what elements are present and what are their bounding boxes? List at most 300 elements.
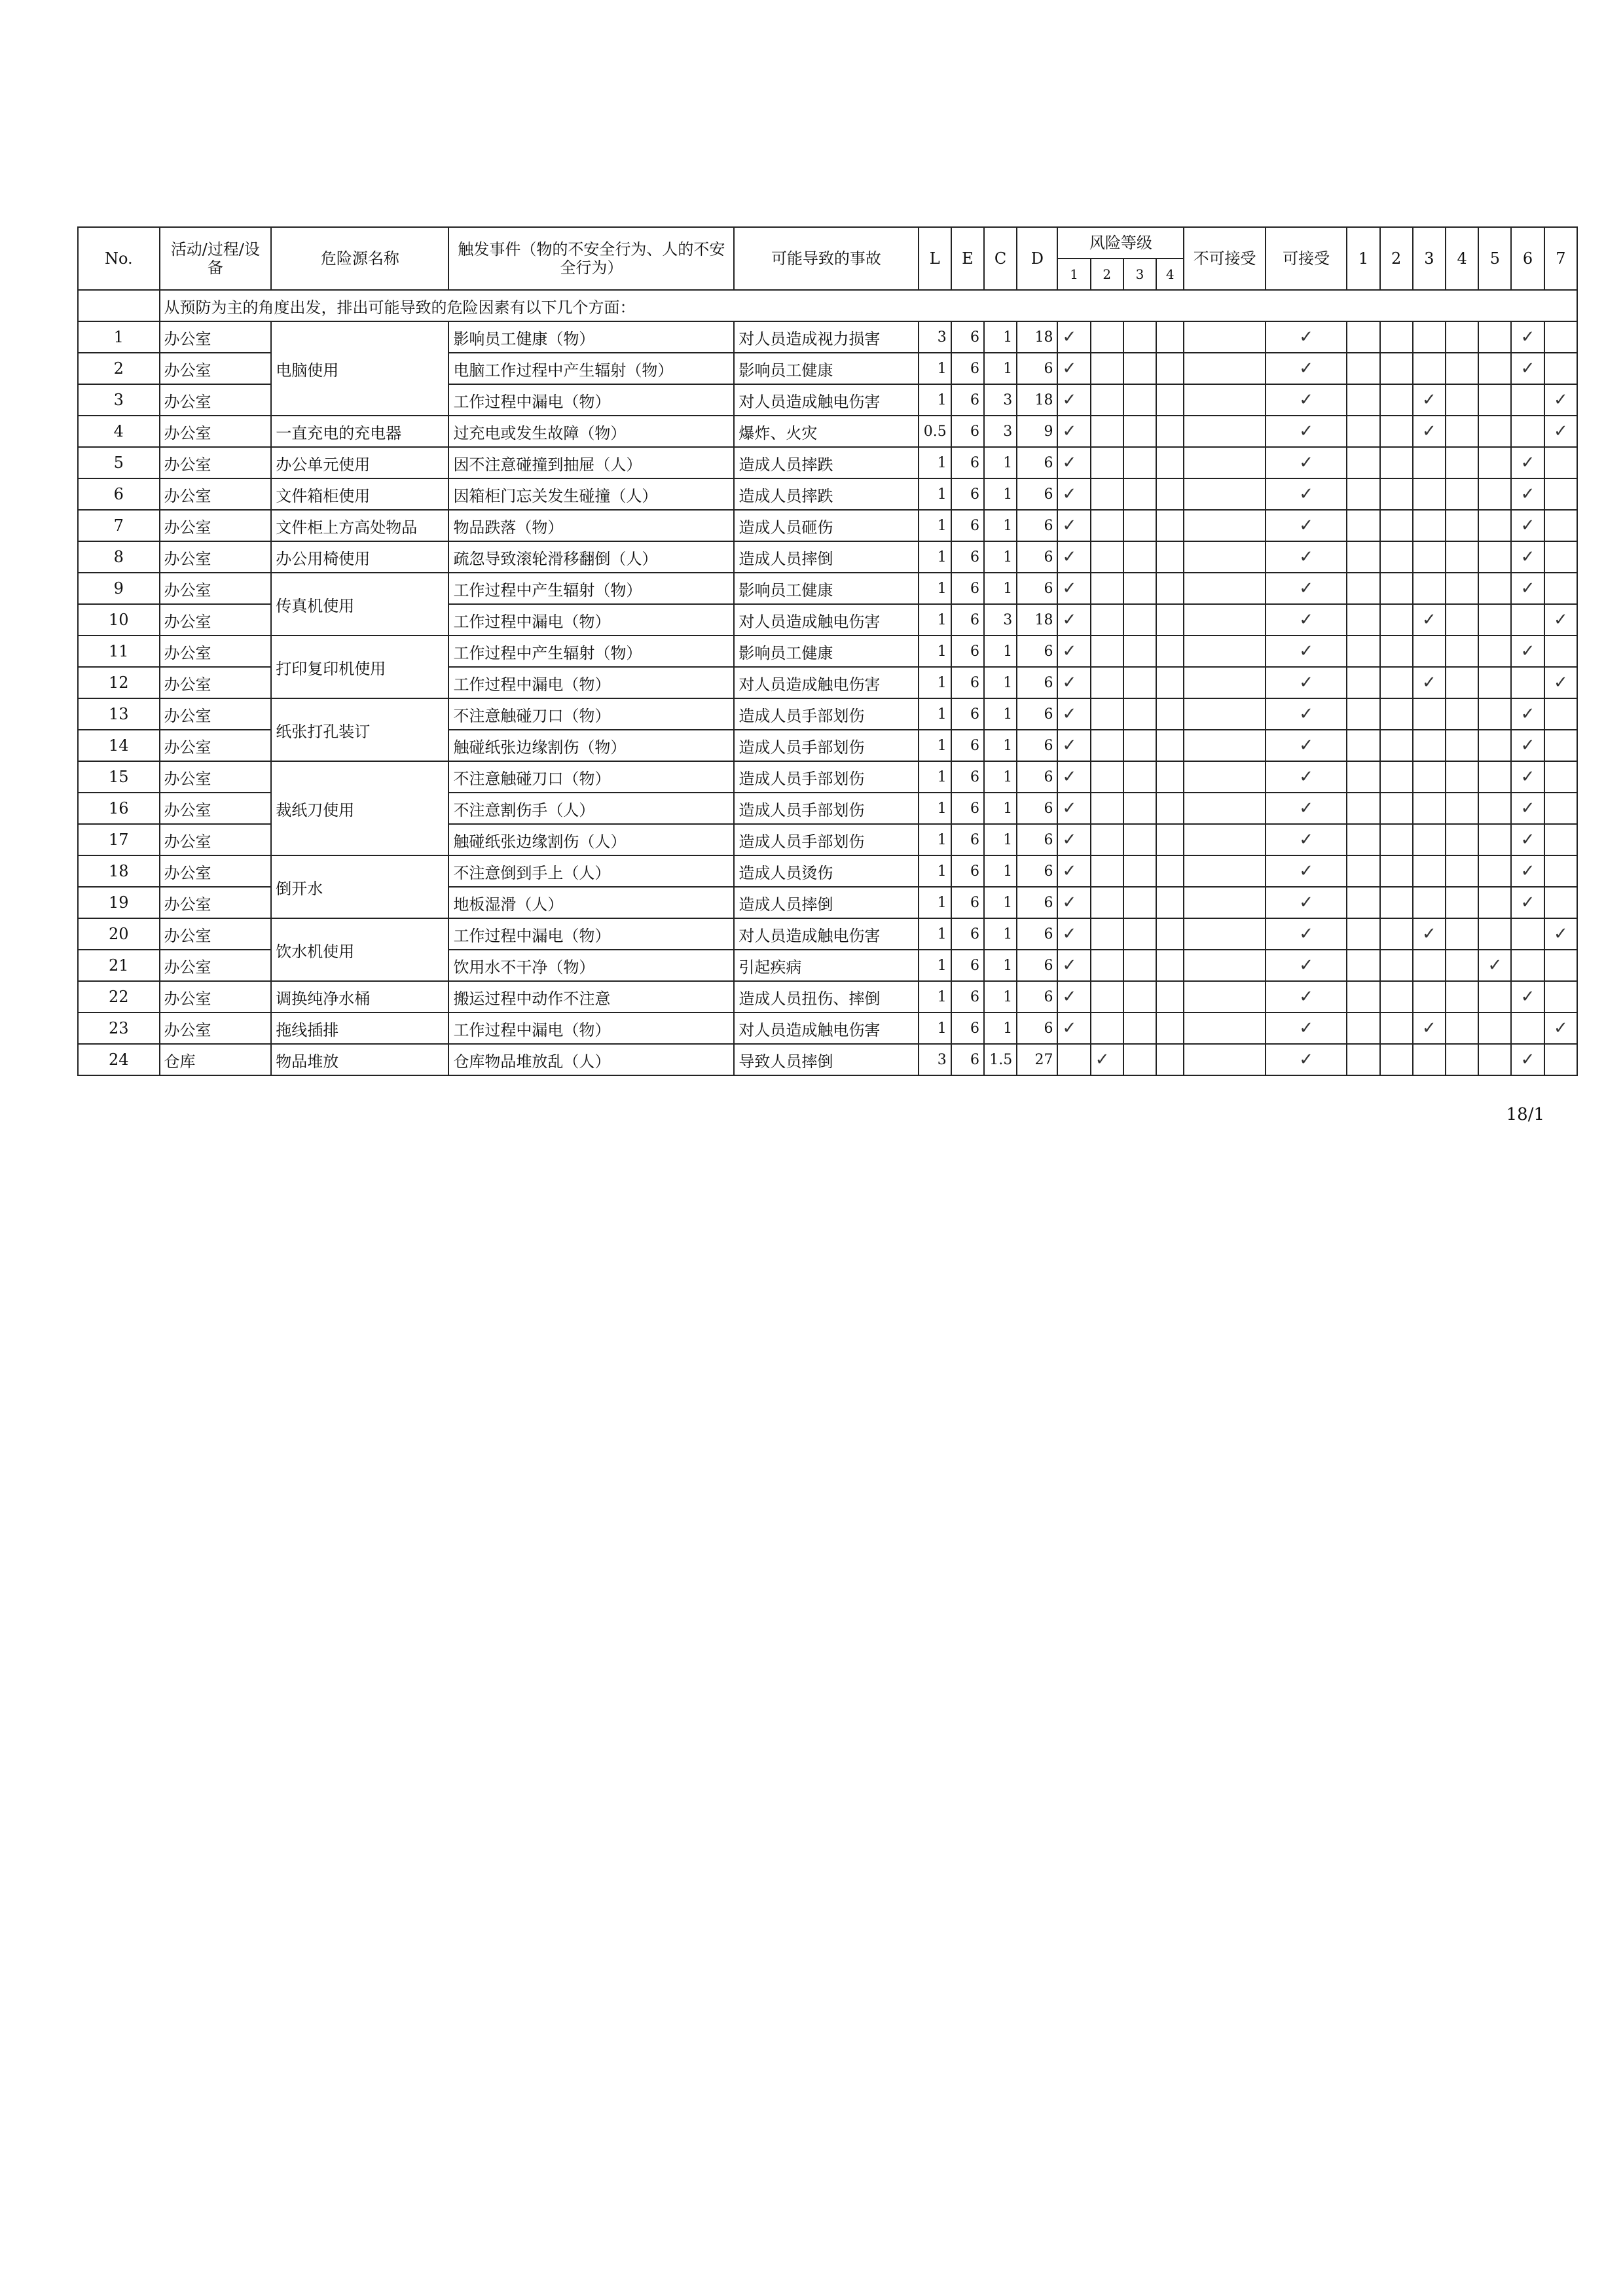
table-row: [78, 321, 1577, 353]
row-level-4-cell: [1156, 667, 1184, 698]
row-control-2-cell: [1380, 416, 1413, 447]
row-D: 6: [1017, 541, 1057, 573]
row-activity: 办公室: [160, 761, 272, 793]
check-mark-icon: ✓: [1062, 390, 1077, 410]
check-mark-icon: ✓: [1422, 610, 1436, 630]
row-control-7-cell: [1544, 636, 1577, 667]
row-control-3-cell: [1413, 416, 1446, 447]
row-level-2-cell: [1091, 855, 1123, 887]
row-no: 11: [78, 636, 160, 667]
row-control-4-cell: [1446, 1044, 1478, 1075]
row-acceptable-cell: [1266, 981, 1347, 1013]
row-accident: 造成人员摔倒: [734, 887, 918, 918]
row-level-1-cell: [1057, 573, 1090, 604]
row-control-1-cell: [1347, 950, 1379, 981]
row-control-6-cell: [1511, 416, 1544, 447]
check-mark-icon: ✓: [1062, 673, 1077, 692]
row-control-6-cell: [1511, 698, 1544, 730]
row-trigger: 饮用水不干净（物）: [448, 950, 734, 981]
row-control-2-cell: [1380, 667, 1413, 698]
check-mark-icon: ✓: [1062, 547, 1077, 567]
row-activity: 办公室: [160, 447, 272, 478]
row-level-4-cell: [1156, 541, 1184, 573]
row-control-6-cell: [1511, 918, 1544, 950]
check-mark-icon: ✓: [1487, 956, 1503, 975]
col-D-header: D: [1017, 227, 1057, 290]
row-level-1-cell: [1057, 667, 1090, 698]
row-control-5-cell: [1478, 981, 1511, 1013]
row-activity: 办公室: [160, 636, 272, 667]
col-activity-header: 活动/过程/设备: [160, 227, 272, 290]
check-mark-icon: ✓: [1062, 767, 1077, 787]
row-no: 19: [78, 887, 160, 918]
row-control-6-cell: [1511, 447, 1544, 478]
row-control-7-cell: [1544, 1013, 1577, 1044]
row-E: 6: [951, 981, 984, 1013]
check-mark-icon: ✓: [1062, 422, 1077, 441]
row-level-1-cell: [1057, 1013, 1090, 1044]
row-D: 6: [1017, 667, 1057, 698]
table-row: [78, 541, 1577, 573]
row-control-7-cell: [1544, 793, 1577, 824]
row-C: 1: [984, 478, 1017, 510]
row-no: 10: [78, 604, 160, 636]
row-acceptable-cell: [1266, 1013, 1347, 1044]
row-control-1-cell: [1347, 510, 1379, 541]
row-level-1-cell: [1057, 887, 1090, 918]
col-control-4-header: 4: [1446, 227, 1478, 290]
check-mark-icon: ✓: [1299, 359, 1313, 378]
row-E: 6: [951, 730, 984, 761]
row-control-3-cell: [1413, 353, 1446, 384]
row-no: 15: [78, 761, 160, 793]
check-mark-icon: ✓: [1062, 516, 1077, 535]
row-level-2-cell: [1091, 384, 1123, 416]
row-control-5-cell: [1478, 950, 1511, 981]
row-D: 18: [1017, 321, 1057, 353]
row-D: 9: [1017, 416, 1057, 447]
row-trigger: 不注意割伤手（人）: [448, 793, 734, 824]
row-level-4-cell: [1156, 855, 1184, 887]
row-control-3-cell: [1413, 667, 1446, 698]
check-mark-icon: ✓: [1299, 956, 1313, 975]
check-mark-icon: ✓: [1520, 736, 1535, 755]
row-unacceptable-cell: [1184, 478, 1266, 510]
row-level-2-cell: [1091, 824, 1123, 855]
row-level-3-cell: [1123, 478, 1156, 510]
row-level-4-cell: [1156, 384, 1184, 416]
check-mark-icon: ✓: [1553, 390, 1568, 410]
row-C: 1: [984, 918, 1017, 950]
row-E: 6: [951, 918, 984, 950]
row-control-7-cell: [1544, 824, 1577, 855]
row-L: 1: [919, 730, 951, 761]
row-acceptable-cell: [1266, 321, 1347, 353]
row-accident: 影响员工健康: [734, 573, 918, 604]
row-control-4-cell: [1446, 855, 1478, 887]
check-mark-icon: ✓: [1299, 861, 1313, 881]
col-control-7-header: 7: [1544, 227, 1577, 290]
row-control-3-cell: [1413, 761, 1446, 793]
row-D: 6: [1017, 918, 1057, 950]
col-level-2-header: 2: [1091, 259, 1123, 290]
row-accident: 对人员造成触电伤害: [734, 918, 918, 950]
row-D: 6: [1017, 447, 1057, 478]
row-L: 1: [919, 384, 951, 416]
row-control-6-cell: [1511, 321, 1544, 353]
row-L: 1: [919, 761, 951, 793]
row-trigger: 因不注意碰撞到抽屉（人）: [448, 447, 734, 478]
check-mark-icon: ✓: [1062, 327, 1077, 347]
row-control-5-cell: [1478, 855, 1511, 887]
row-trigger: 仓库物品堆放乱（人）: [448, 1044, 734, 1075]
check-mark-icon: ✓: [1299, 924, 1313, 944]
row-trigger: 工作过程中漏电（物）: [448, 918, 734, 950]
row-level-4-cell: [1156, 1044, 1184, 1075]
row-accident: 造成人员摔跌: [734, 447, 918, 478]
check-mark-icon: ✓: [1520, 704, 1535, 724]
row-level-3-cell: [1123, 793, 1156, 824]
row-activity: 办公室: [160, 478, 272, 510]
row-control-4-cell: [1446, 447, 1478, 478]
row-level-1-cell: [1057, 510, 1090, 541]
row-control-7-cell: [1544, 950, 1577, 981]
row-control-1-cell: [1347, 416, 1379, 447]
col-control-2-header: 2: [1380, 227, 1413, 290]
row-C: 1: [984, 793, 1017, 824]
table-row: [78, 573, 1577, 604]
row-control-6-cell: [1511, 981, 1544, 1013]
row-control-6-cell: [1511, 541, 1544, 573]
row-control-4-cell: [1446, 950, 1478, 981]
row-control-2-cell: [1380, 1044, 1413, 1075]
row-accident: 对人员造成触电伤害: [734, 667, 918, 698]
row-control-1-cell: [1347, 478, 1379, 510]
row-level-2-cell: [1091, 950, 1123, 981]
row-accident: 对人员造成触电伤害: [734, 604, 918, 636]
row-control-2-cell: [1380, 478, 1413, 510]
check-mark-icon: ✓: [1062, 484, 1077, 504]
row-activity: 办公室: [160, 981, 272, 1013]
row-level-1-cell: [1057, 541, 1090, 573]
row-control-4-cell: [1446, 824, 1478, 855]
row-L: 1: [919, 604, 951, 636]
check-mark-icon: ✓: [1553, 610, 1568, 630]
row-L: 1: [919, 353, 951, 384]
row-control-6-cell: [1511, 1044, 1544, 1075]
row-control-2-cell: [1380, 918, 1413, 950]
row-activity: 办公室: [160, 950, 272, 981]
row-hazard: 文件箱柜使用: [271, 478, 448, 510]
row-control-6-cell: [1511, 730, 1544, 761]
col-hazard-header: 危险源名称: [271, 227, 448, 290]
row-control-7-cell: [1544, 761, 1577, 793]
check-mark-icon: ✓: [1422, 924, 1436, 944]
row-C: 1: [984, 981, 1017, 1013]
table-row: [78, 698, 1577, 730]
check-mark-icon: ✓: [1520, 798, 1535, 818]
row-level-3-cell: [1123, 541, 1156, 573]
row-level-4-cell: [1156, 981, 1184, 1013]
row-control-5-cell: [1478, 761, 1511, 793]
row-E: 6: [951, 667, 984, 698]
row-level-1-cell: [1057, 855, 1090, 887]
row-E: 6: [951, 1013, 984, 1044]
check-mark-icon: ✓: [1422, 390, 1436, 410]
row-E: 6: [951, 793, 984, 824]
row-level-4-cell: [1156, 353, 1184, 384]
row-control-2-cell: [1380, 384, 1413, 416]
row-E: 6: [951, 636, 984, 667]
row-no: 8: [78, 541, 160, 573]
row-L: 1: [919, 981, 951, 1013]
row-unacceptable-cell: [1184, 730, 1266, 761]
row-D: 6: [1017, 573, 1057, 604]
row-control-4-cell: [1446, 793, 1478, 824]
row-control-7-cell: [1544, 321, 1577, 353]
row-level-3-cell: [1123, 353, 1156, 384]
row-level-1-cell: [1057, 793, 1090, 824]
row-control-2-cell: [1380, 447, 1413, 478]
row-level-3-cell: [1123, 730, 1156, 761]
row-activity: 办公室: [160, 541, 272, 573]
row-control-4-cell: [1446, 761, 1478, 793]
row-hazard: 打印复印机使用: [271, 636, 448, 698]
row-control-1-cell: [1347, 824, 1379, 855]
row-D: 18: [1017, 384, 1057, 416]
row-L: 1: [919, 887, 951, 918]
row-unacceptable-cell: [1184, 573, 1266, 604]
row-acceptable-cell: [1266, 824, 1347, 855]
check-mark-icon: ✓: [1520, 484, 1535, 504]
row-control-5-cell: [1478, 730, 1511, 761]
row-level-4-cell: [1156, 321, 1184, 353]
check-mark-icon: ✓: [1520, 987, 1535, 1007]
row-E: 6: [951, 541, 984, 573]
row-control-5-cell: [1478, 1044, 1511, 1075]
row-control-2-cell: [1380, 793, 1413, 824]
row-level-3-cell: [1123, 667, 1156, 698]
check-mark-icon: ✓: [1299, 484, 1313, 504]
row-control-2-cell: [1380, 730, 1413, 761]
row-no: 20: [78, 918, 160, 950]
row-trigger: 不注意触碰刀口（物）: [448, 761, 734, 793]
row-D: 6: [1017, 478, 1057, 510]
row-C: 1: [984, 667, 1017, 698]
table-row: [78, 510, 1577, 541]
row-C: 1: [984, 824, 1017, 855]
row-L: 3: [919, 1044, 951, 1075]
row-no: 6: [78, 478, 160, 510]
row-control-2-cell: [1380, 824, 1413, 855]
row-control-4-cell: [1446, 416, 1478, 447]
row-level-2-cell: [1091, 353, 1123, 384]
row-level-2-cell: [1091, 541, 1123, 573]
row-control-2-cell: [1380, 510, 1413, 541]
row-control-2-cell: [1380, 698, 1413, 730]
row-control-4-cell: [1446, 1013, 1478, 1044]
row-control-5-cell: [1478, 416, 1511, 447]
row-trigger: 工作过程中漏电（物）: [448, 667, 734, 698]
row-E: 6: [951, 824, 984, 855]
check-mark-icon: ✓: [1299, 547, 1313, 567]
row-level-1-cell: [1057, 353, 1090, 384]
row-accident: 造成人员摔跌: [734, 478, 918, 510]
row-level-2-cell: [1091, 730, 1123, 761]
col-trigger-header: 触发事件（物的不安全行为、人的不安全行为）: [448, 227, 734, 290]
row-control-5-cell: [1478, 1013, 1511, 1044]
table-row: [78, 416, 1577, 447]
row-unacceptable-cell: [1184, 824, 1266, 855]
row-C: 1: [984, 510, 1017, 541]
row-E: 6: [951, 1044, 984, 1075]
row-level-4-cell: [1156, 478, 1184, 510]
row-control-3-cell: [1413, 321, 1446, 353]
row-level-3-cell: [1123, 761, 1156, 793]
check-mark-icon: ✓: [1520, 516, 1535, 535]
row-level-1-cell: [1057, 416, 1090, 447]
row-unacceptable-cell: [1184, 950, 1266, 981]
row-level-1-cell: [1057, 950, 1090, 981]
row-control-4-cell: [1446, 918, 1478, 950]
row-E: 6: [951, 353, 984, 384]
row-L: 1: [919, 855, 951, 887]
check-mark-icon: ✓: [1062, 736, 1077, 755]
row-control-7-cell: [1544, 918, 1577, 950]
row-E: 6: [951, 855, 984, 887]
row-L: 1: [919, 541, 951, 573]
row-control-5-cell: [1478, 887, 1511, 918]
row-control-4-cell: [1446, 321, 1478, 353]
row-control-2-cell: [1380, 1013, 1413, 1044]
row-acceptable-cell: [1266, 950, 1347, 981]
row-control-5-cell: [1478, 918, 1511, 950]
row-E: 6: [951, 510, 984, 541]
row-unacceptable-cell: [1184, 1044, 1266, 1075]
row-control-3-cell: [1413, 824, 1446, 855]
row-control-4-cell: [1446, 573, 1478, 604]
row-control-7-cell: [1544, 855, 1577, 887]
col-acceptable-header: 可接受: [1266, 227, 1347, 290]
row-accident: 导致人员摔倒: [734, 1044, 918, 1075]
row-trigger: 工作过程中产生辐射（物）: [448, 636, 734, 667]
row-control-5-cell: [1478, 321, 1511, 353]
row-hazard: 文件柜上方高处物品: [271, 510, 448, 541]
col-unacceptable-header: 不可接受: [1184, 227, 1266, 290]
row-control-5-cell: [1478, 698, 1511, 730]
col-risk-level-header: 风险等级: [1057, 227, 1184, 259]
row-L: 1: [919, 478, 951, 510]
row-activity: 办公室: [160, 416, 272, 447]
row-control-1-cell: [1347, 761, 1379, 793]
risk-assessment-table: [77, 226, 1578, 1076]
row-acceptable-cell: [1266, 541, 1347, 573]
row-level-4-cell: [1156, 887, 1184, 918]
row-accident: 爆炸、火灾: [734, 416, 918, 447]
row-control-1-cell: [1347, 793, 1379, 824]
row-control-1-cell: [1347, 384, 1379, 416]
row-control-5-cell: [1478, 667, 1511, 698]
check-mark-icon: ✓: [1299, 453, 1313, 473]
row-control-5-cell: [1478, 478, 1511, 510]
row-control-1-cell: [1347, 636, 1379, 667]
row-control-4-cell: [1446, 636, 1478, 667]
row-trigger: 工作过程中产生辐射（物）: [448, 573, 734, 604]
row-C: 1: [984, 855, 1017, 887]
row-control-7-cell: [1544, 887, 1577, 918]
row-unacceptable-cell: [1184, 793, 1266, 824]
check-mark-icon: ✓: [1520, 579, 1535, 598]
row-level-2-cell: [1091, 447, 1123, 478]
row-unacceptable-cell: [1184, 384, 1266, 416]
row-control-1-cell: [1347, 981, 1379, 1013]
row-E: 6: [951, 573, 984, 604]
row-E: 6: [951, 887, 984, 918]
row-control-4-cell: [1446, 730, 1478, 761]
row-control-2-cell: [1380, 887, 1413, 918]
row-control-7-cell: [1544, 981, 1577, 1013]
row-control-6-cell: [1511, 950, 1544, 981]
row-acceptable-cell: [1266, 510, 1347, 541]
row-acceptable-cell: [1266, 636, 1347, 667]
row-C: 1: [984, 636, 1017, 667]
row-control-1-cell: [1347, 573, 1379, 604]
row-control-6-cell: [1511, 510, 1544, 541]
row-level-2-cell: [1091, 636, 1123, 667]
row-level-1-cell: [1057, 636, 1090, 667]
row-level-3-cell: [1123, 1044, 1156, 1075]
row-control-7-cell: [1544, 353, 1577, 384]
check-mark-icon: ✓: [1299, 390, 1313, 410]
row-control-6-cell: [1511, 478, 1544, 510]
row-acceptable-cell: [1266, 855, 1347, 887]
row-control-5-cell: [1478, 510, 1511, 541]
row-control-5-cell: [1478, 636, 1511, 667]
row-trigger: 电脑工作过程中产生辐射（物）: [448, 353, 734, 384]
row-level-3-cell: [1123, 855, 1156, 887]
row-control-4-cell: [1446, 981, 1478, 1013]
row-accident: 造成人员手部划伤: [734, 761, 918, 793]
row-trigger: 疏忽导致滚轮滑移翻倒（人）: [448, 541, 734, 573]
row-C: 3: [984, 384, 1017, 416]
row-level-2-cell: [1091, 321, 1123, 353]
row-level-2-cell: [1091, 761, 1123, 793]
row-control-6-cell: [1511, 887, 1544, 918]
row-level-3-cell: [1123, 887, 1156, 918]
table-row: [78, 478, 1577, 510]
row-activity: 办公室: [160, 855, 272, 887]
row-level-4-cell: [1156, 604, 1184, 636]
row-hazard: 纸张打孔装订: [271, 698, 448, 761]
row-trigger: 触碰纸张边缘割伤（物）: [448, 730, 734, 761]
col-control-1-header: 1: [1347, 227, 1379, 290]
row-control-1-cell: [1347, 887, 1379, 918]
row-accident: 造成人员砸伤: [734, 510, 918, 541]
row-acceptable-cell: [1266, 416, 1347, 447]
row-control-7-cell: [1544, 698, 1577, 730]
row-control-5-cell: [1478, 541, 1511, 573]
row-E: 6: [951, 384, 984, 416]
row-E: 6: [951, 950, 984, 981]
row-control-3-cell: [1413, 541, 1446, 573]
row-E: 6: [951, 698, 984, 730]
row-E: 6: [951, 604, 984, 636]
row-accident: 对人员造成触电伤害: [734, 384, 918, 416]
row-control-2-cell: [1380, 761, 1413, 793]
row-acceptable-cell: [1266, 573, 1347, 604]
row-control-5-cell: [1478, 384, 1511, 416]
check-mark-icon: ✓: [1062, 1018, 1077, 1038]
